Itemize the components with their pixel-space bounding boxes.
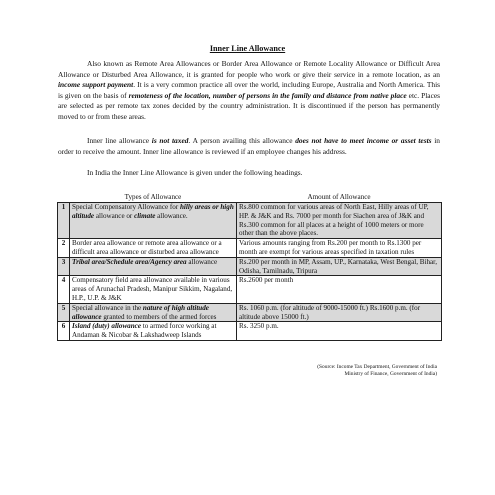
row-number: 2 bbox=[58, 239, 70, 258]
table-row bbox=[58, 322, 442, 341]
source-line: (Source: Income Tax Department, Government of India bbox=[317, 364, 437, 370]
row-number: 6 bbox=[58, 322, 70, 341]
text-run: allowance. bbox=[155, 211, 188, 220]
emphasis-text: remoteness of the location, number of persons in the family and distance from native place bbox=[128, 90, 407, 100]
text-run: granted to members of the armed forces bbox=[101, 312, 217, 321]
emphasis-text: hilly areas or high altitude bbox=[72, 203, 234, 220]
allowance-type bbox=[70, 203, 237, 239]
paragraph-definition bbox=[58, 59, 440, 123]
row-number: 4 bbox=[58, 276, 70, 303]
row-number: 5 bbox=[58, 303, 70, 322]
emphasis-text: income support payment bbox=[58, 80, 134, 90]
emphasis-text: Tribal area/Schedule area/Agency area bbox=[72, 257, 187, 266]
text-run: Inner line allowance bbox=[87, 136, 152, 145]
source-note bbox=[317, 364, 437, 379]
emphasis-text: nature of high altitude allowance bbox=[72, 303, 209, 321]
allowance-amount: Various amounts ranging from Rs.200 per month to Rs.1300 per month are exempt for various areas specified in taxation rules bbox=[237, 239, 442, 258]
text-run: etc. Places are selected as per remote tax zones decided by the country administration. It is discontinued if the person has permanently moved to or from these areas. bbox=[58, 90, 441, 121]
text-run: In India the Inner Line Allowance is given under the following headings. bbox=[87, 168, 303, 177]
column-header-type: Types of Allowance bbox=[70, 193, 237, 203]
emphasis-text: is not taxed bbox=[151, 136, 189, 145]
allowance-type bbox=[70, 303, 237, 322]
emphasis-text: Island (duty) allowance bbox=[72, 322, 141, 331]
allowance-type bbox=[70, 276, 237, 303]
emphasis-text: climate bbox=[134, 211, 156, 220]
table-row bbox=[58, 276, 442, 303]
source-line: Ministry of Finance, Government of India) bbox=[344, 371, 437, 378]
table-row bbox=[58, 239, 442, 258]
header-spacer bbox=[58, 193, 70, 203]
allowance-type bbox=[70, 257, 237, 276]
column-header-amount: Amount of Allowance bbox=[237, 193, 442, 203]
text-run: to armed force working at Andaman & Nicobar & Lakshadweep Islands bbox=[72, 322, 217, 340]
text-run: Border area allowance or remote area allowance or a difficult area allowance or disturbed area allowance bbox=[72, 239, 222, 256]
text-run: allowance bbox=[186, 257, 218, 266]
table-row bbox=[58, 203, 442, 239]
text-run: Special allowance in the bbox=[72, 303, 143, 312]
allowance-table bbox=[57, 193, 442, 341]
text-run: in order to receive the amount. Inner line allowance is reviewed if an employee changes his address. bbox=[58, 136, 440, 156]
paragraph-intro-table bbox=[58, 168, 440, 179]
allowance-amount: Rs. 1060 p.m. (for altitude of 9000-15000 ft.) Rs.1600 p.m. (for altitude above 15000 ft.) bbox=[237, 303, 442, 322]
row-number: 3 bbox=[58, 257, 70, 276]
allowance-amount: Rs.800 common for various areas of North East, Hilly areas of UP, HP. & J&K and Rs. 7000 per month for Siachen area of J&K and Rs.300 common for all places at a height of 1000 meters or more other than the above places. bbox=[237, 203, 442, 239]
row-number: 1 bbox=[58, 203, 70, 239]
page-title: Inner Line Allowance bbox=[209, 44, 286, 53]
allowance-amount: Rs.2600 per month bbox=[237, 276, 442, 303]
allowance-type bbox=[70, 239, 237, 258]
text-run: Also known as Remote Area Allowances or Border Area Allowance or Remote Locality Allowance or Difficult Area Allowance or Disturbed Area Allowance, it is granted for people who work or give their service in a remote location, as an bbox=[58, 59, 440, 79]
table-row bbox=[58, 303, 442, 322]
text-run: allowance or bbox=[94, 211, 135, 220]
emphasis-text: does not have to meet income or asset tests bbox=[295, 136, 432, 145]
text-run: . A person availing this allowance bbox=[188, 136, 296, 145]
paragraph-tax-status bbox=[58, 136, 440, 157]
text-run: . It is a very common practice all over the world, including Europe, Australia and North America. This is given on the basis of bbox=[58, 80, 441, 100]
allowance-amount: Rs. 3250 p.m. bbox=[237, 322, 442, 341]
text-run: Compensatory field area allowance available in various areas of Arunachal Pradesh, Manipur Sikkim, Nagaland, H.P., U.P. & J&K bbox=[72, 276, 233, 302]
table-row bbox=[58, 257, 442, 276]
allowance-amount: Rs.200 per month in MP, Assam, UP., Karnataka, West Bengal, Bihar, Odisha, Tamilnadu, Tripura bbox=[237, 257, 442, 276]
text-run: Special Compensatory Allowance for bbox=[72, 203, 180, 211]
allowance-type bbox=[70, 322, 237, 341]
